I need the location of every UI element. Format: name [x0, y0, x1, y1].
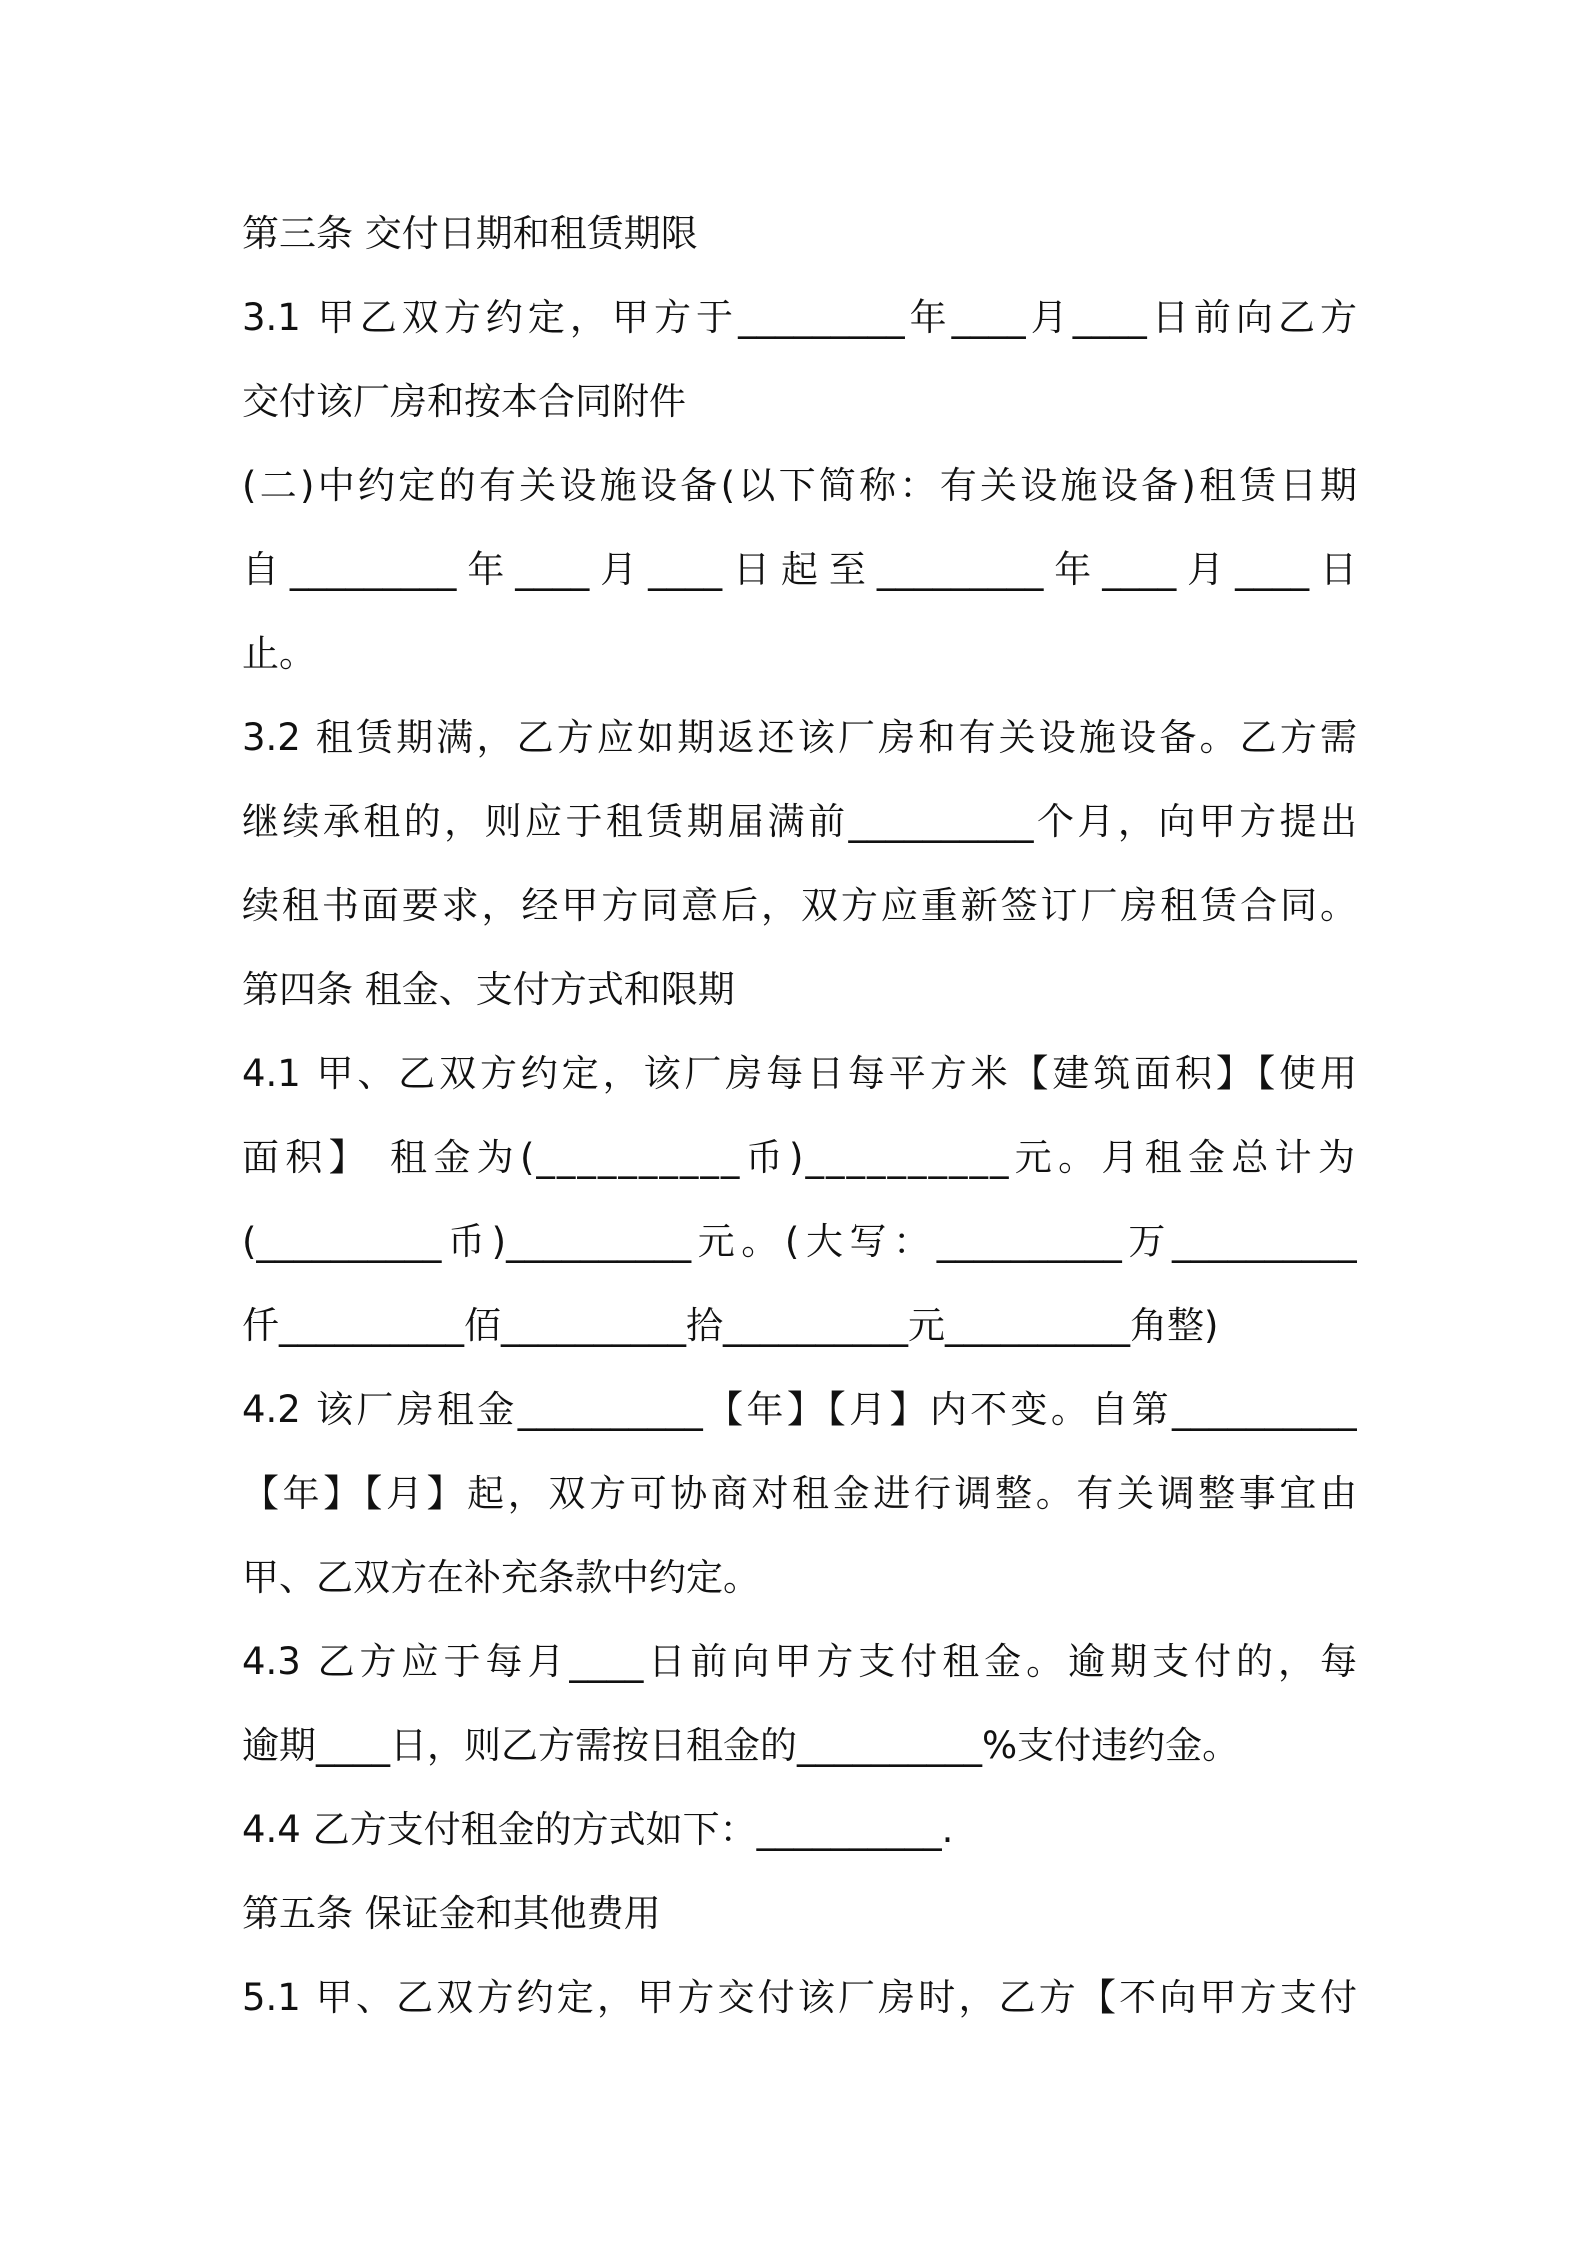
clause-4-1-line-3: (__________币)__________元。(大写：__________万__________	[242, 1220, 1357, 1263]
clause-3-1-line-5: 止。	[242, 632, 316, 675]
clause-3-1-line-1: 3.1 甲乙双方约定，甲方于_________年____月____日前向乙方	[242, 296, 1357, 339]
clause-4-1-line-2: 面积】 租金为(__________币)__________元。月租金总计为	[242, 1136, 1357, 1179]
clause-4-1-line-4: 仟__________佰__________拾__________元__________角整)	[242, 1304, 1219, 1347]
clause-3-1-line-2: 交付该厂房和按本合同附件	[242, 380, 686, 423]
article-3-heading: 第三条 交付日期和租赁期限	[242, 212, 698, 255]
clause-4-3-line-1: 4.3 乙方应于每月____日前向甲方支付租金。逾期支付的，每	[242, 1640, 1357, 1683]
clause-4-2-line-2: 【年】【月】起，双方可协商对租金进行调整。有关调整事宜由	[242, 1472, 1357, 1515]
clause-5-1-line-1: 5.1 甲、乙双方约定，甲方交付该厂房时，乙方【不向甲方支付	[242, 1976, 1357, 2019]
article-5-heading: 第五条 保证金和其他费用	[242, 1892, 661, 1935]
clause-4-4-line-1: 4.4 乙方支付租金的方式如下：__________.	[242, 1808, 954, 1851]
clause-3-2-line-1: 3.2 租赁期满，乙方应如期返还该厂房和有关设施设备。乙方需	[242, 716, 1357, 759]
clause-4-1-line-1: 4.1 甲、乙双方约定，该厂房每日每平方米【建筑面积】【使用	[242, 1052, 1357, 1095]
clause-4-2-line-3: 甲、乙双方在补充条款中约定。	[242, 1556, 760, 1599]
clause-3-2-line-3: 续租书面要求，经甲方同意后，双方应重新签订厂房租赁合同。	[242, 884, 1357, 927]
clause-3-1-line-4: 自_________年____月____日起至_________年____月____日	[242, 548, 1357, 591]
clause-4-3-line-2: 逾期____日，则乙方需按日租金的__________%支付违约金。	[242, 1724, 1240, 1767]
article-4-heading: 第四条 租金、支付方式和限期	[242, 968, 735, 1011]
document-body	[242, 192, 1357, 2040]
clause-3-1-line-3: (二)中约定的有关设施设备(以下简称：有关设施设备)租赁日期	[242, 464, 1357, 507]
clause-4-2-line-1: 4.2 该厂房租金__________【年】【月】内不变。自第__________	[242, 1388, 1357, 1431]
clause-3-2-line-2: 继续承租的，则应于租赁期届满前__________个月，向甲方提出	[242, 800, 1357, 843]
